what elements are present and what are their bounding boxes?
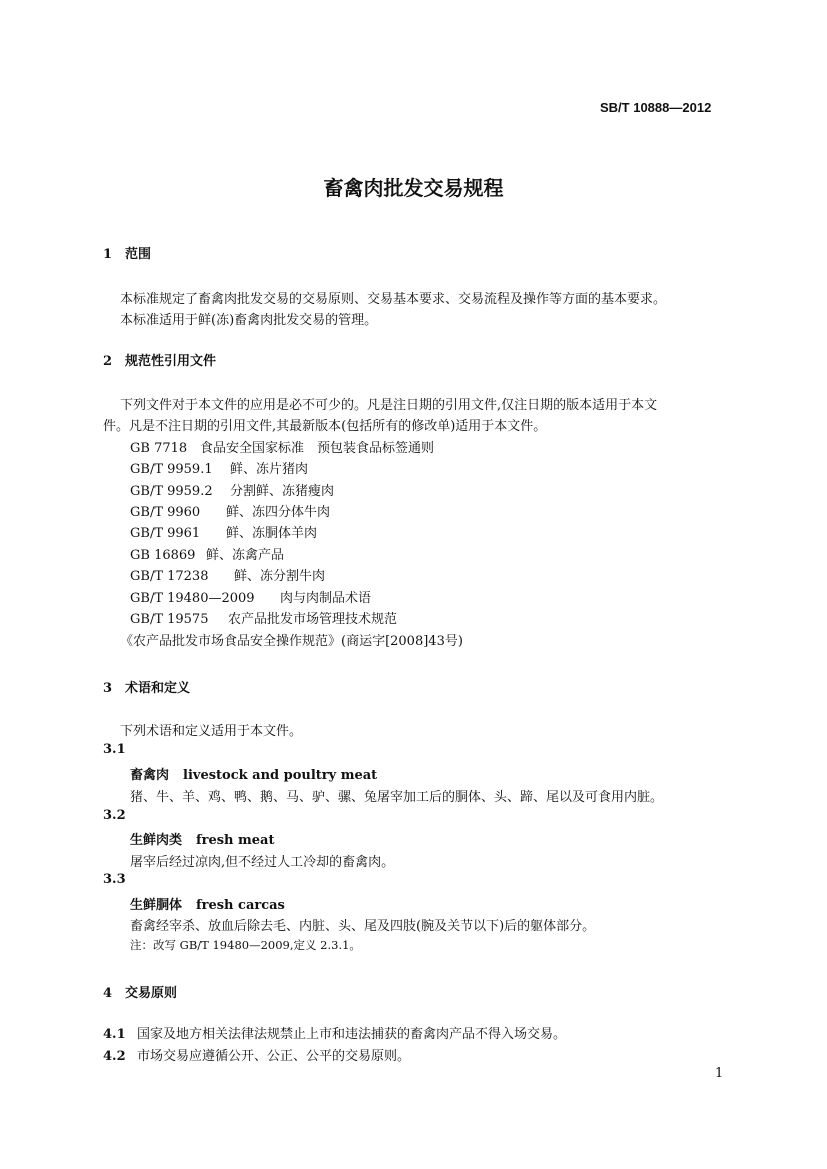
term-heading [130, 894, 285, 913]
reference-title: 肉与肉制品术语 [280, 591, 372, 606]
reference-item [130, 458, 308, 477]
section-3-heading [103, 677, 190, 696]
reference-title: 鲜、冻片猪肉 [230, 462, 309, 477]
section-3-intro: 下列术语和定义适用于本文件。 [120, 724, 303, 739]
term-definition: 屠宰后经过凉肉,但不经过人工冷却的畜禽肉。 [130, 855, 395, 870]
clause-item [103, 1023, 566, 1042]
reference-item [130, 522, 317, 541]
term-zh: 畜禽肉 [130, 768, 170, 783]
term-number: 3.1 [103, 742, 126, 757]
clause-text: 国家及地方相关法律法规禁止上市和违法捕获的畜禽肉产品不得入场交易。 [137, 1027, 567, 1042]
reference-title: 鲜、冻胴体羊肉 [226, 526, 318, 541]
section-1-paragraph-1: 本标准规定了畜禽肉批发交易的交易原则、交易基本要求、交易流程及操作等方面的基本要求。 [120, 292, 667, 307]
reference-title: 食品安全国家标准 预包装食品标签通则 [200, 441, 435, 456]
section-number: 4 [103, 986, 113, 1001]
section-number: 1 [103, 247, 113, 262]
section-title: 范围 [125, 247, 152, 262]
section-2-heading [103, 350, 216, 369]
term-definition: 畜禽经宰杀、放血后除去毛、内脏、头、尾及四肢(腕及关节以下)后的躯体部分。 [130, 919, 596, 934]
reference-code: GB 16869 [130, 548, 196, 563]
reference-item [130, 480, 334, 499]
term-heading [130, 764, 377, 783]
term-heading [130, 829, 274, 848]
section-1-heading [103, 243, 151, 262]
term-number: 3.3 [103, 872, 126, 887]
reference-code: GB/T 9960 [130, 505, 201, 520]
reference-title: 鲜、冻禽产品 [206, 548, 285, 563]
term-number: 3.2 [103, 808, 126, 823]
reference-code: GB/T 19575 [130, 612, 209, 627]
section-2-paragraph-line-1: 下列文件对于本文件的应用是必不可少的。凡是注日期的引用文件,仅注日期的版本适用于本文 [120, 398, 658, 413]
section-title: 术语和定义 [125, 681, 191, 696]
reference-code: GB/T 19480—2009 [130, 591, 255, 606]
reference-item [130, 501, 330, 520]
reference-code: GB/T 17238 [130, 569, 209, 584]
section-number: 2 [103, 354, 113, 369]
reference-item-regulation: 《农产品批发市场食品安全操作规范》(商运字[2008]43号) [120, 634, 463, 649]
clause-number: 4.1 [103, 1027, 126, 1042]
reference-item [130, 608, 397, 627]
term-zh: 生鲜胴体 [130, 898, 183, 913]
term-note: 注：改写 GB/T 19480—2009,定义 2.3.1。 [130, 938, 361, 952]
reference-title: 农产品批发市场管理技术规范 [228, 612, 398, 627]
section-2-paragraph-line-2: 件。凡是不注日期的引用文件,其最新版本(包括所有的修改单)适用于本文件。 [103, 419, 547, 434]
clause-text: 市场交易应遵循公开、公正、公平的交易原则。 [137, 1049, 411, 1064]
term-zh: 生鲜肉类 [130, 833, 183, 848]
term-en: fresh meat [196, 833, 275, 848]
reference-code: GB/T 9961 [130, 526, 201, 541]
reference-code: GB/T 9959.1 [130, 462, 213, 477]
section-title: 交易原则 [125, 986, 178, 1001]
clause-number: 4.2 [103, 1049, 126, 1064]
section-4-heading [103, 982, 177, 1001]
section-1-paragraph-2: 本标准适用于鲜(冻)畜禽肉批发交易的管理。 [120, 313, 378, 328]
document-title: 畜禽肉批发交易规程 [323, 176, 504, 200]
term-definition: 猪、牛、羊、鸡、鸭、鹅、马、驴、骡、兔屠宰加工后的胴体、头、蹄、尾以及可食用内脏。 [130, 790, 664, 805]
term-en: fresh carcas [196, 898, 285, 913]
reference-code: GB/T 9959.2 [130, 484, 213, 499]
page-number: 1 [715, 1066, 724, 1081]
reference-item [130, 437, 434, 456]
section-number: 3 [103, 681, 113, 696]
reference-title: 鲜、冻四分体牛肉 [226, 505, 331, 520]
reference-item [130, 587, 371, 606]
reference-title: 鲜、冻分割牛肉 [234, 569, 326, 584]
clause-item [103, 1045, 410, 1064]
standard-code: SB/T 10888—2012 [600, 100, 712, 115]
term-en: livestock and poultry meat [183, 768, 378, 783]
section-title: 规范性引用文件 [125, 354, 217, 369]
reference-item [130, 565, 325, 584]
reference-item [130, 544, 284, 563]
reference-title: 分割鲜、冻猪瘦肉 [230, 484, 335, 499]
reference-code: GB 7718 [130, 441, 188, 456]
